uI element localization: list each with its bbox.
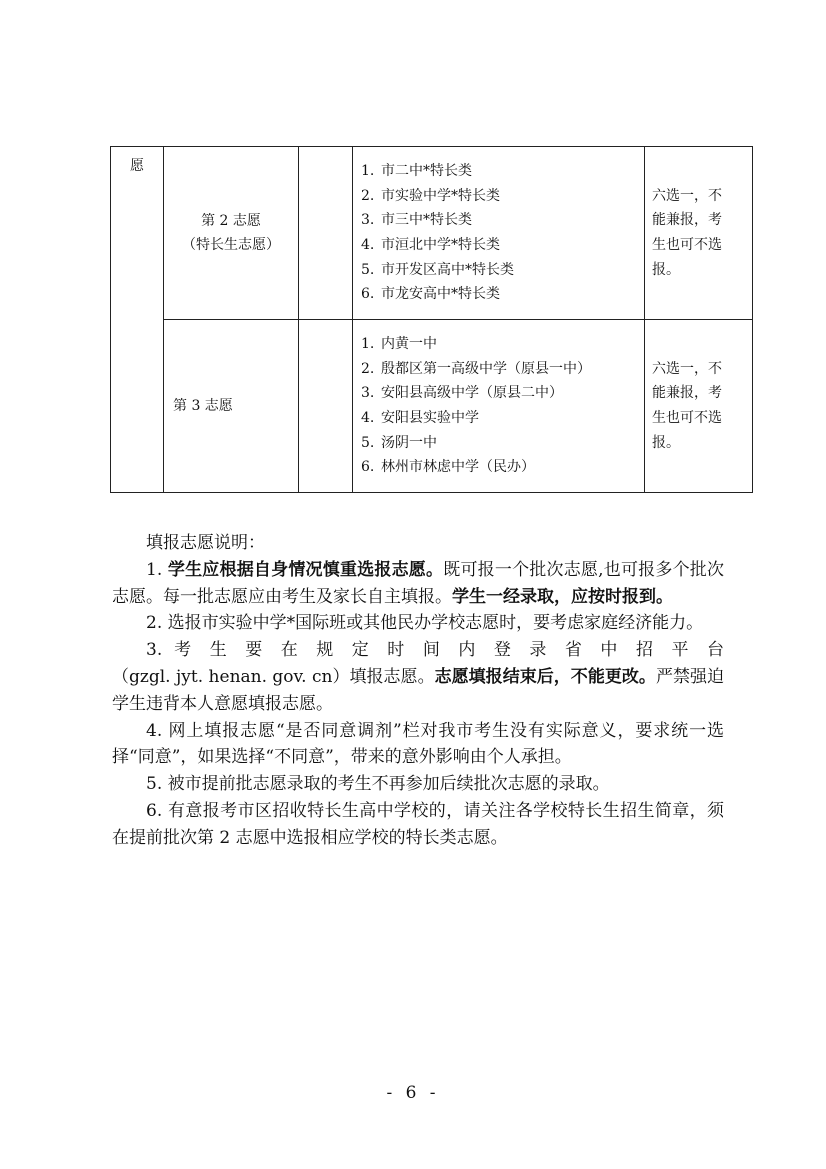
remark-line: 能兼报，考 — [652, 212, 722, 229]
remark-line: 六选一，不 — [652, 187, 722, 204]
list-item: 2. 殷都区第一高级中学（原县一中） — [361, 360, 591, 377]
instruction-item-2: 2. 选报市实验中学*国际班或其他民办学校志愿时，要考虑家庭经济能力。 — [146, 613, 704, 634]
remark-line: 报。 — [652, 434, 680, 451]
instructions-title: 填报志愿说明： — [146, 533, 265, 553]
list-item: 2. 市实验中学*特长类 — [361, 187, 500, 204]
remark-line: 六选一，不 — [652, 360, 722, 377]
instruction-item-5: 5. 被市提前批志愿录取的考生不再参加后续批次志愿的录取。 — [146, 774, 610, 795]
instructions-section — [112, 530, 724, 852]
school-list-cell — [353, 147, 645, 320]
list-item: 3. 安阳县高级中学（原县二中） — [361, 385, 563, 402]
list-item: 5. 市开发区高中*特长类 — [361, 261, 514, 278]
volunteer-name: 第 3 志愿 — [173, 398, 233, 414]
empty-cell — [299, 320, 353, 493]
instruction-item-1: 1. 学生应根据自身情况慎重选报志愿。既可报一个批次志愿,也可报多个批次志愿。每一批志愿应由考生及家长自主填报。学生一经录取，应按时报到。 — [112, 559, 725, 607]
volunteer-name-cell — [164, 320, 299, 493]
remark-line: 生也可不选 — [652, 410, 722, 426]
batch-cell-text: 愿 — [130, 158, 144, 174]
batch-cell — [111, 147, 164, 493]
list-item: 1. 市二中*特长类 — [361, 163, 472, 180]
remark-line: 生也可不选 — [652, 237, 722, 253]
list-item: 4. 安阳县实验中学 — [361, 410, 479, 426]
volunteer-subtitle: （特长生志愿） — [182, 237, 280, 253]
list-item: 3. 市三中*特长类 — [361, 212, 472, 229]
volunteer-name: 第 2 志愿 — [201, 213, 261, 229]
volunteer-table — [110, 146, 753, 493]
instruction-item-3-line1: 3. 考 生 要 在 规 定 时 间 内 登 录 省 中 招 平 台 — [146, 640, 724, 661]
table-row — [111, 147, 753, 320]
volunteer-name-cell — [164, 147, 299, 320]
school-list-cell — [353, 320, 645, 493]
list-item: 5. 汤阴一中 — [361, 434, 437, 451]
instruction-item-6: 6. 有意报考市区招收特长生高中学校的，请关注各学校特长生招生简章，须在提前批次第 2 志愿中选报相应学校的特长类志愿。 — [112, 800, 724, 848]
empty-cell — [299, 147, 353, 320]
instruction-item-3: （gzgl. jyt. henan. gov. cn）填报志愿。志愿填报结束后，不能更改。严禁强迫学生违背本人意愿填报志愿。 — [112, 666, 725, 714]
instruction-item-4: 4. 网上填报志愿“是否同意调剂”栏对我市考生没有实际意义，要求统一选择“同意”，如果选择“不同意”，带来的意外影响由个人承担。 — [112, 720, 724, 768]
remark-cell — [645, 320, 753, 493]
remark-line: 报。 — [652, 261, 680, 278]
list-item: 6. 林州市林虑中学（民办） — [361, 459, 535, 476]
page-number: - 6 - — [386, 1083, 440, 1103]
list-item: 6. 市龙安高中*特长类 — [361, 286, 500, 303]
table-row — [111, 320, 753, 493]
list-item: 4. 市洹北中学*特长类 — [361, 237, 500, 253]
remark-cell — [645, 147, 753, 320]
list-item: 1. 内黄一中 — [361, 336, 437, 353]
remark-line: 能兼报，考 — [652, 385, 722, 402]
